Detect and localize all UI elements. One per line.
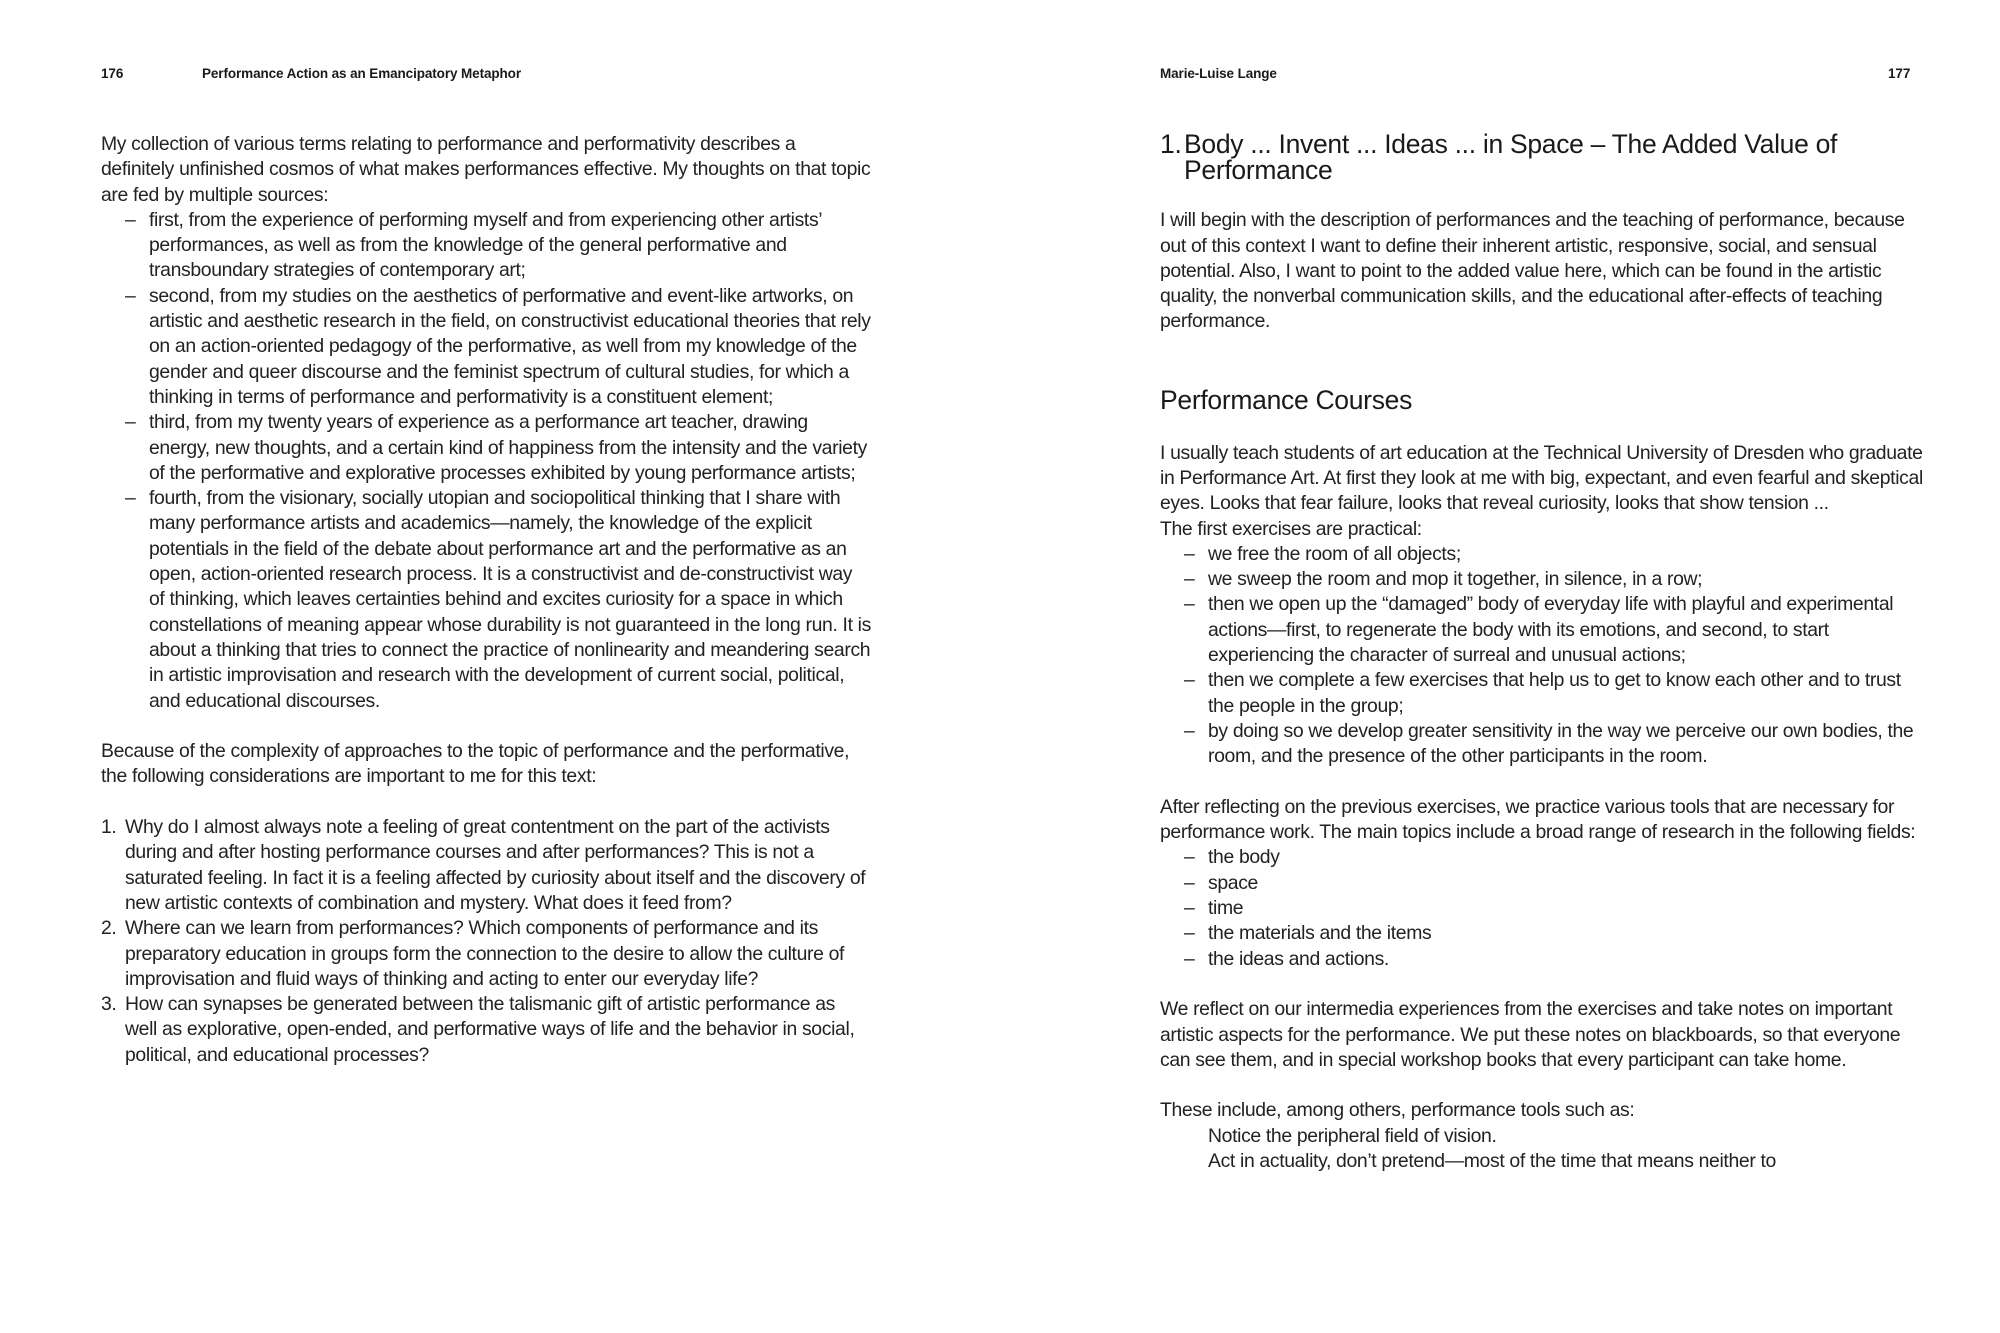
list-item: – then we open up the “damaged” body of everyday life with playful and experimental actions—first, to regenerate the body with its emotions, and second, to start experiencing the character of surreal and unusual actions; [1160, 592, 1930, 668]
list-item: – the body [1160, 845, 1930, 870]
section-number: 1. [1160, 129, 1182, 159]
tools-list-intro: These include, among others, performance tools such as: [1160, 1099, 1635, 1122]
list-item: – first, from the experience of performing myself and from experiencing other artists’ performances, as well as from the knowledge of the general performative and transboundary strategies of contemporary art; [101, 208, 871, 284]
list-item: – second, from my studies on the aesthetics of performative and event-like artworks, on artistic and aesthetic research in the field, on constructivist educational theories that rely on an action-oriented pedagogy of the performative, as well from my knowledge of the gender and queer discourse and the feminist spectrum of cultural studies, for which a thinking in terms of performance and performativity is a constituent element; [101, 284, 871, 410]
spacer [1160, 183, 1930, 208]
numbered-item [101, 815, 871, 916]
list-item: – by doing so we develop greater sensitivity in the way we perceive our own bodies, the room, and the presence of the other participants in the room. [1160, 719, 1930, 770]
right-page [1000, 0, 2000, 1333]
fields-list [1160, 845, 1930, 971]
intro-paragraph: My collection of various terms relating to performance and performativity describes a definitely unfinished cosmos of what makes performances effective. My thoughts on that topic are fed by multiple sources: [101, 133, 871, 206]
spacer [1160, 335, 1930, 360]
exercises-list [1160, 542, 1930, 770]
reflect-paragraph: We reflect on our intermedia experiences from the exercises and take notes on important artistic aspects for the performance. We put these notes on blackboards, so that everyone can see them, and in special workshop books that every participant can take home. [1160, 998, 1901, 1071]
numbered-item [101, 992, 871, 1068]
spacer [1160, 415, 1930, 440]
list-item: – third, from my twenty years of experience as a performance art teacher, drawing energy, new thoughts, and a certain kind of happiness from the intensity and the variety of the performative and explorative processes exhibited by young performance artists; [101, 410, 871, 486]
item-number: 3. [101, 993, 117, 1016]
item-text: How can synapses be generated between the talismanic gift of artistic performance as well as explorative, open-ended, and performative ways of life and the behavior in social, political, and educational processes? [125, 993, 855, 1066]
spacer [1160, 360, 1930, 385]
tools-intro: After reflecting on the previous exercises, we practice various tools that are necessary for performance work. The main topics include a broad range of research in the following fields: [1160, 795, 1916, 844]
courses-paragraph: I usually teach students of art education at the Technical University of Dresden who graduate in Performance Art. At first they look at me with big, expectant, and even fearful and skeptical eyes. Looks that fear failure, looks that reveal curiosity, looks that show tension ... [1160, 441, 1923, 515]
subheading: Performance Courses [1160, 385, 1413, 416]
running-title: Performance Action as an Emancipatory Metaphor [202, 66, 521, 81]
spacer [101, 714, 871, 739]
item-number: 2. [101, 917, 117, 940]
item-text: Why do I almost always note a feeling of great contentment on the part of the activists during and after hosting performance courses and after performances? This is not a saturated feeling. In fact it is a feeling affected by curiosity about itself and the discovery of new artistic contexts of combination and mystery. What does it feed from? [125, 816, 866, 914]
numbered-item [101, 916, 871, 992]
tool-item: Act in actuality, don’t pretend—most of the time that means neither to [1208, 1149, 1776, 1172]
sources-list [101, 208, 871, 714]
considerations-intro: Because of the complexity of approaches to the topic of performance and the performative, the following considerations are important to me for this text: [101, 740, 850, 788]
left-column [101, 132, 871, 1068]
page-number: 176 [101, 66, 124, 81]
section-intro: I will begin with the description of performances and the teaching of performance, because out of this context I want to define their inherent artistic, responsive, social, and sensual potential. Also, I want to point to the added value here, which can be found in the artistic quality, the nonverbal communication skills, and the educational after-effects of teaching performance. [1160, 209, 1905, 333]
spacer [1160, 770, 1930, 795]
list-item: – then we complete a few exercises that help us to get to know each other and to trust the people in the group; [1160, 668, 1930, 719]
section-title: Body ... Invent ... Ideas ... in Space – The Added Value of Performance [1184, 129, 1838, 185]
right-column [1160, 129, 1930, 1174]
list-item: – the ideas and actions. [1160, 947, 1930, 972]
spacer [1160, 972, 1930, 997]
spacer [1160, 1073, 1930, 1098]
list-item: – the materials and the items [1160, 921, 1930, 946]
list-item: – we free the room of all objects; [1160, 542, 1930, 567]
section-heading [1160, 129, 1930, 185]
exercises-intro: The first exercises are practical: [1160, 517, 1422, 540]
running-author: Marie-Luise Lange [1160, 66, 1277, 81]
list-item: – fourth, from the visionary, socially utopian and sociopolitical thinking that I share with many performance artists and academics—namely, the knowledge of the explicit potentials in the field of the debate about performance art and the performative as an open, action-oriented research process. It is a constructivist and de-constructivist way of thinking, which leaves certainties behind and excites curiosity for a space in which constellations of meaning appear whose durability is not guaranteed in the long run. It is about a thinking that tries to connect the practice of nonlinearity and meandering search in artistic improvisation and research with the development of current social, political, and educational discourses. [101, 486, 871, 714]
tool-item: Notice the peripheral field of vision. [1208, 1124, 1497, 1147]
list-item: – space [1160, 871, 1930, 896]
list-item: – we sweep the room and mop it together, in silence, in a row; [1160, 567, 1930, 592]
spacer [101, 790, 871, 815]
item-text: Where can we learn from performances? Which components of performance and its preparatory education in groups form the connection to the desire to allow the culture of improvisation and fluid ways of thinking and acting to enter our everyday life? [125, 917, 845, 990]
considerations-list [101, 815, 871, 1068]
item-number: 1. [101, 816, 117, 839]
list-item: – time [1160, 896, 1930, 921]
page-number: 177 [1888, 66, 1911, 81]
